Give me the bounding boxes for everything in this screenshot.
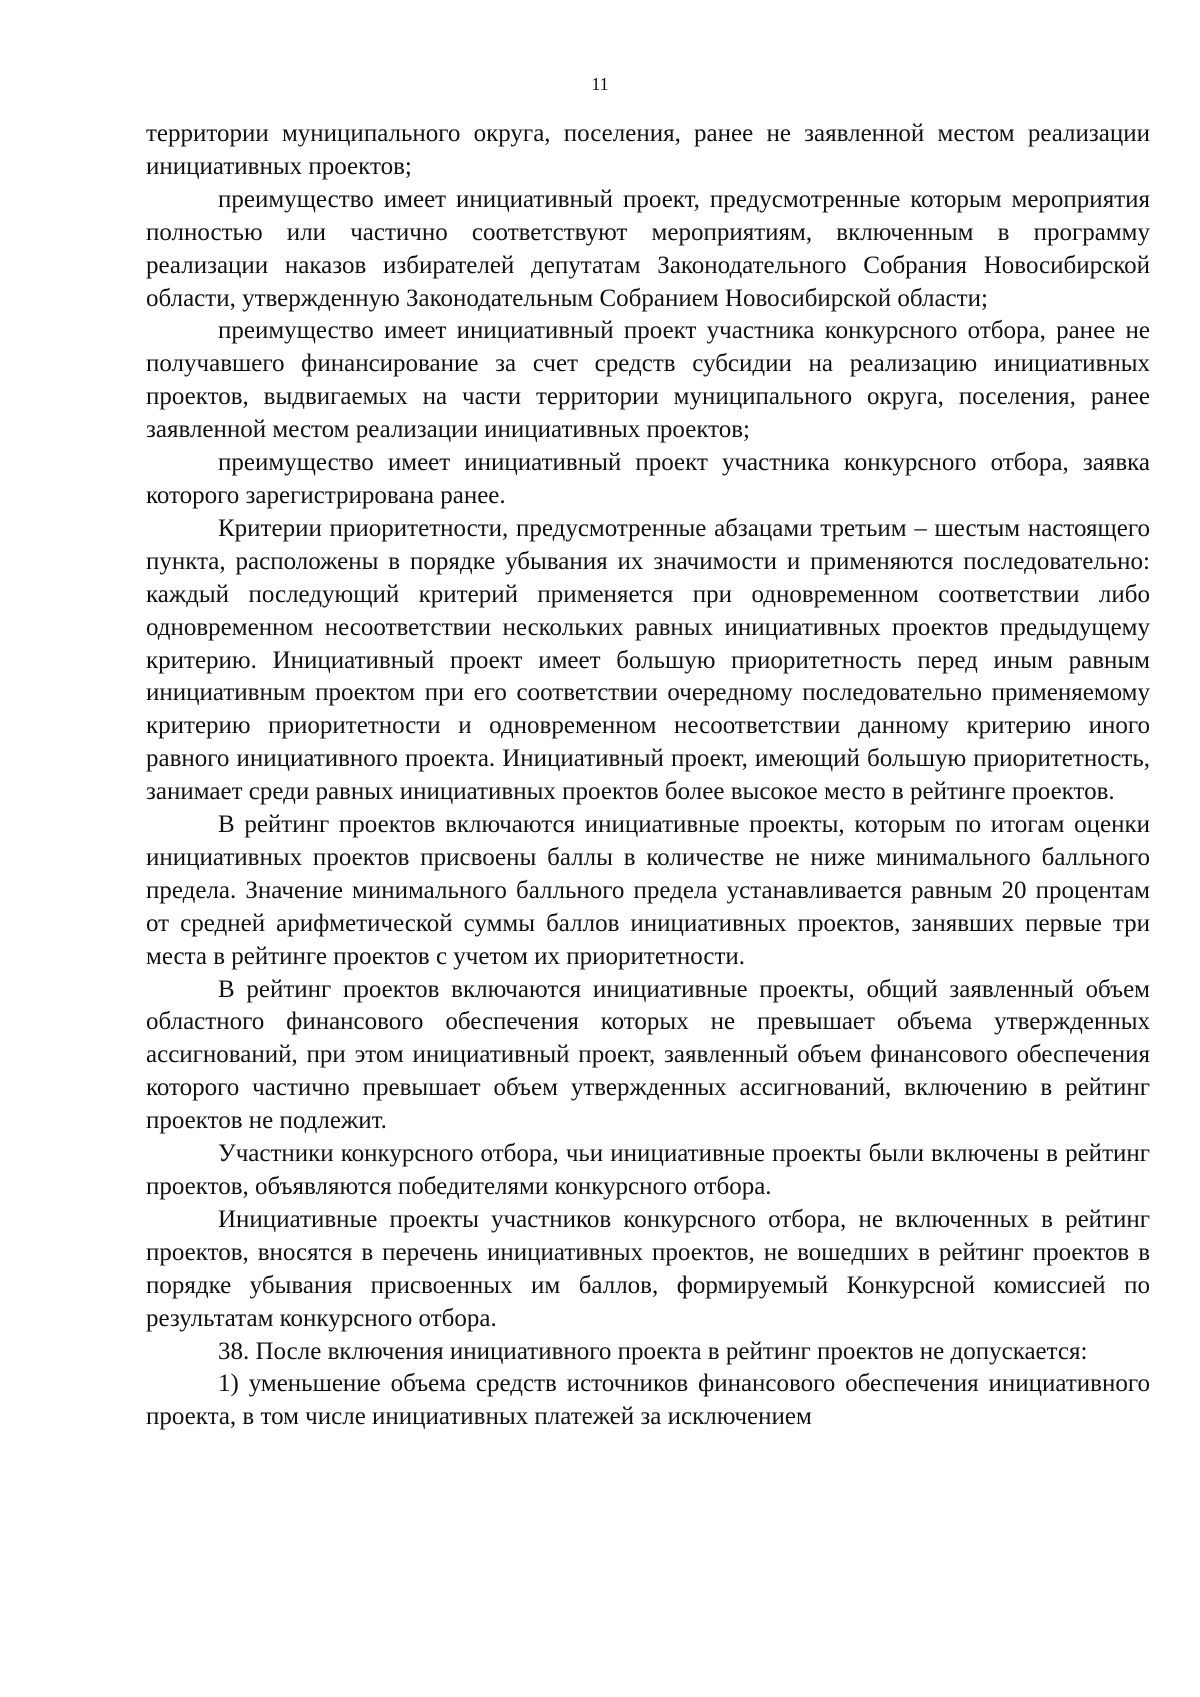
paragraph: территории муниципального округа, поселения, ранее не заявленной местом реализации инициативных проектов;: [146, 120, 1150, 180]
paragraph: Участники конкурсного отбора, чьи инициативные проекты были включены в рейтинг проектов, объявляются победителями конкурсного отбора.: [146, 1140, 1150, 1200]
paragraph: В рейтинг проектов включаются инициативные проекты, которым по итогам оценки инициативных проектов присвоены баллы в количестве не ниже минимального балльного предела. Значение минимального балльного предела устанавливается равным 20 процентам от средней арифметической суммы баллов инициативных проектов, занявших первые три места в рейтинге проектов с учетом их приоритетности.: [146, 811, 1150, 970]
paragraph: Критерии приоритетности, предусмотренные абзацами третьим – шестым настоящего пункта, расположены в порядке убывания их значимости и применяются последовательно: каждый последующий критерий применяется при одновременном соответствии либо одновременном несоответствии нескольких равных инициативных проектов предыдущему критерию. Инициативный проект имеет большую приоритетность перед иным равным инициативным проектом при его соответствии очередному последовательно применяемому критерию приоритетности и одновременном несоответствии данному критерию иного равного инициативного проекта. Инициативный проект, имеющий большую приоритетность, занимает среди равных инициативных проектов более высокое место в рейтинге проектов.: [146, 514, 1150, 806]
page-number: 11: [591, 74, 609, 94]
paragraph: 1) уменьшение объема средств источников финансового обеспечения инициативного проекта, в том числе инициативных платежей за исключением: [146, 1370, 1150, 1431]
paragraph: В рейтинг проектов включаются инициативные проекты, общий заявленный объем областного финансового обеспечения которых не превышает объема утвержденных ассигнований, при этом инициативный проект, заявленный объем финансового обеспечения которого частично превышает объем утвержденных ассигнований, включению в рейтинг проектов не подлежит.: [146, 975, 1150, 1135]
paragraph: преимущество имеет инициативный проект участника конкурсного отбора, заявка которого зарегистрирована ранее.: [146, 449, 1150, 509]
paragraph: Инициативные проекты участников конкурсного отбора, не включенных в рейтинг проектов, вносятся в перечень инициативных проектов, не вошедших в рейтинг проектов в порядке убывания присвоенных им баллов, формируемый Конкурсной комиссией по результатам конкурсного отбора.: [146, 1205, 1150, 1332]
paragraph: преимущество имеет инициативный проект участника конкурсного отбора, ранее не получавшего финансирование за счет средств субсидии на реализацию инициативных проектов, выдвигаемых на части территории муниципального округа, поселения, ранее заявленной местом реализации инициативных проектов;: [146, 317, 1150, 444]
document-body: [146, 118, 1150, 1434]
paragraph: преимущество имеет инициативный проект, предусмотренные которым мероприятия полностью или частично соответствуют мероприятиям, включенным в программу реализации наказов избирателей депутатам Законодательного Собрания Новосибирской области, утвержденную Законодательным Собранием Новосибирской области;: [146, 185, 1150, 312]
paragraph: 38. После включения инициативного проекта в рейтинг проектов не допускается:: [218, 1337, 1088, 1365]
